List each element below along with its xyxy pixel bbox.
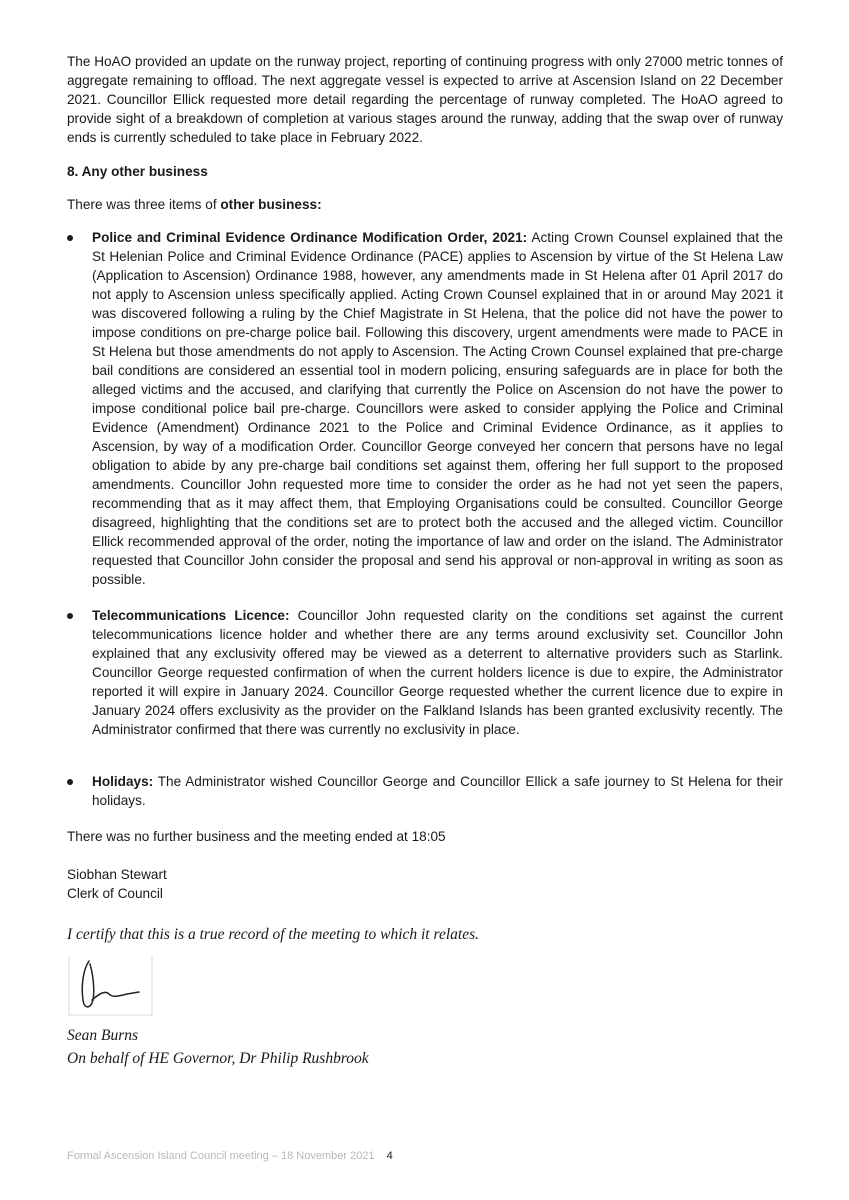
footer-text: Formal Ascension Island Council meeting – 18 November 2021 bbox=[67, 1150, 375, 1162]
page-footer bbox=[67, 1150, 393, 1162]
clerk-name: Siobhan Stewart bbox=[67, 867, 167, 882]
item-body: The Administrator wished Councillor George and Councillor Ellick a safe journey to St Helena for their holidays. bbox=[92, 774, 783, 808]
section-intro-text: There was three items of bbox=[67, 197, 221, 212]
section-heading: 8. Any other business bbox=[67, 164, 208, 179]
item-title: Holidays: bbox=[92, 774, 154, 789]
bullet-icon bbox=[67, 613, 73, 619]
item-body: Acting Crown Counsel explained that the St Helenian Police and Criminal Evidence Ordinance (PACE) applies to Ascension by virtue of the St Helena Law (Application to Ascension) Ordinance 1988, however, any amendments made in St Helena after 01 April 2017 do not apply to Ascension unless specifically applied. Acting Crown Counsel explained that in or around May 2021 it was discovered following a ruling by the Chief Magistrate in St Helena, that the police did not have the power to impose conditions on pre-charge police bail. Following this discovery, urgent amendments were made to PACE in St Helena but those amendments do not apply to Ascension. The Acting Crown Counsel explained that pre-charge bail conditions are considered an essential tool in modern policing, ensuring safeguards are in place for both the alleged victims and the accused, and clarifying that currently the Police on Ascension do not have the power to impose conditional police bail pre-charge. Councillors were asked to consider applying the Police and Criminal Evidence (Amendment) Ordinance 2021 to the Police and Criminal Evidence Ordinance, as it applies to Ascension, by way of a modification Order. Councillor George conveyed her concern that persons have no legal obligation to abide by any pre-charge bail conditions set against them, offering her full support to the proposed amendments. Councillor John requested more time to consider the order as he had not yet seen the papers, recommending that as it may affect them, that Employing Organisations could be consulted. Councillor George disagreed, highlighting that the conditions set are to protect both the accused and the alleged victim. Councillor Ellick recommended approval of the order, noting the importance of law and order on the island. The Administrator requested that Councillor John consider the proposal and send his approval or non-approval in writing as soon as possible. bbox=[92, 230, 783, 587]
section-intro-bold: other business: bbox=[220, 197, 322, 212]
bullet-icon bbox=[67, 235, 73, 241]
clerk-role: Clerk of Council bbox=[67, 886, 163, 901]
bullet-icon bbox=[67, 779, 73, 785]
runway-update-paragraph: The HoAO provided an update on the runway project, reporting of continuing progress with only 27000 metric tonnes of aggregate remaining to offload. The next aggregate vessel is expected to arrive at Ascension Island on 22 December 2021. Councillor Ellick requested more detail regarding the percentage of runway completed. The HoAO agreed to provide sight of a breakdown of completion at various stages around the runway, adding that the swap over of runway ends is currently scheduled to take place in February 2022. bbox=[67, 54, 783, 145]
section-intro bbox=[67, 195, 783, 214]
closing-statement: There was no further business and the meeting ended at 18:05 bbox=[67, 829, 446, 844]
list-item bbox=[67, 606, 783, 739]
business-items-list bbox=[67, 228, 783, 810]
item-body: Councillor John requested clarity on the conditions set against the current telecommunications licence holder and whether there are any terms around exclusivity set. Councillor John explained that any exclusivity offered may be viewed as a deterrent to alternative providers such as Starlink. Councillor George requested confirmation of when the current holders licence is due to expire, the Administrator reported it will expire in January 2024. Councillor George requested whether the current licence due to expire in January 2024 offers exclusivity as the provider on the Falkland Islands has been granted exclusivity recently. The Administrator confirmed that there was currently no exclusivity in place. bbox=[92, 608, 784, 737]
official-role: On behalf of HE Governor, Dr Philip Rushbrook bbox=[67, 1050, 369, 1067]
document-page bbox=[67, 52, 783, 1070]
signature-image bbox=[67, 956, 153, 1016]
certification-statement: I certify that this is a true record of the meeting to which it relates. bbox=[67, 926, 479, 943]
official-name: Sean Burns bbox=[67, 1027, 139, 1044]
official-signature-block bbox=[67, 1024, 783, 1070]
list-item bbox=[67, 772, 783, 810]
item-title: Police and Criminal Evidence Ordinance Modification Order, 2021: bbox=[92, 230, 528, 245]
item-title: Telecommunications Licence: bbox=[92, 608, 290, 623]
clerk-signature-block bbox=[67, 865, 783, 903]
handwritten-signature-icon bbox=[67, 956, 153, 1016]
list-item bbox=[67, 228, 783, 589]
page-number: 4 bbox=[386, 1150, 393, 1162]
